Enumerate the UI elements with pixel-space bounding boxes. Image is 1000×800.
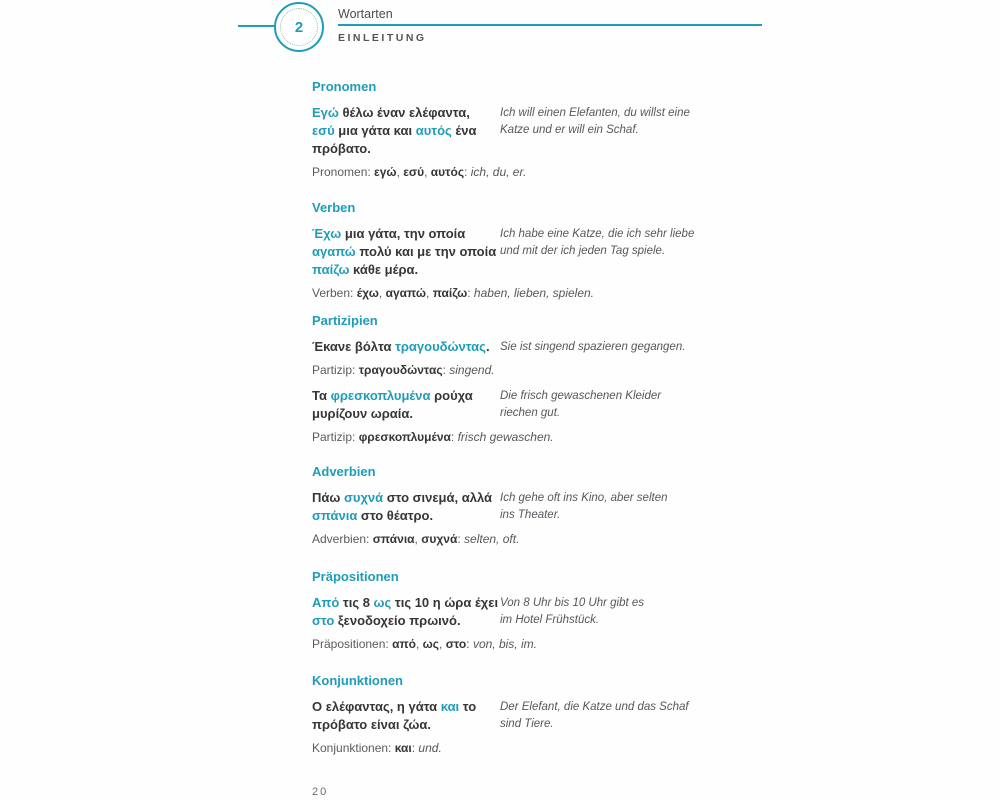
text-segment: πολύ και με την οποία: [355, 244, 497, 259]
greek-line: [312, 140, 500, 158]
text-segment: Konjunktionen:: [312, 741, 395, 755]
text-segment: ,: [378, 286, 386, 300]
text-segment: Präpositionen:: [312, 637, 393, 651]
text-segment: πρόβατο.: [312, 141, 371, 156]
greek-line: [312, 405, 500, 423]
text-segment: μυρίζουν ωραία.: [312, 406, 414, 421]
text-segment: μια γάτα, την οποία: [341, 226, 466, 241]
german-line: riechen gut.: [500, 407, 561, 419]
text-segment: Partizip:: [312, 363, 359, 377]
example-row: [312, 387, 685, 423]
text-segment: και: [394, 741, 412, 755]
text-segment: :: [467, 286, 474, 300]
text-segment: ,: [414, 532, 422, 546]
section-heading: Präpositionen: [312, 569, 399, 584]
grammar-note: [312, 637, 644, 652]
highlighted-word: παίζω: [312, 262, 350, 277]
greek-line: [312, 387, 500, 405]
text-segment: τραγουδώντας: [358, 363, 443, 377]
highlighted-word: αυτός: [415, 123, 452, 138]
highlighted-word: τραγουδώντας: [395, 339, 486, 354]
text-segment: :: [411, 741, 419, 755]
text-segment: haben, lieben, spielen.: [473, 286, 595, 300]
grammar-note: [312, 286, 694, 301]
german-line: Ich will einen Elefanten, du willst eine: [500, 107, 690, 119]
greek-example-text: [312, 104, 500, 158]
chapter-number: 2: [294, 18, 304, 36]
section-heading: Adverbien: [312, 464, 376, 479]
german-line: Der Elefant, die Katze und das Schaf: [500, 701, 689, 713]
grammar-note: [312, 165, 690, 180]
text-segment: αγαπώ: [385, 286, 427, 300]
text-segment: Τα: [312, 388, 331, 403]
greek-example-text: [312, 387, 500, 423]
text-segment: von, bis, im.: [472, 637, 537, 651]
section-praepositionen: [312, 569, 644, 652]
highlighted-word: στο: [312, 613, 335, 628]
grammar-note: [312, 430, 685, 445]
german-line: Ich gehe oft ins Kino, aber selten: [500, 492, 668, 504]
german-translation: [500, 387, 661, 422]
grammar-note: [312, 363, 685, 378]
example-block: [312, 698, 689, 756]
text-segment: κάθε μέρα.: [349, 262, 419, 277]
text-segment: ,: [439, 637, 446, 651]
highlighted-word: Από: [312, 595, 340, 610]
header-left-rule: [238, 25, 275, 27]
german-line: sind Tiere.: [500, 718, 554, 730]
text-segment: ,: [396, 165, 404, 179]
german-line: Sie ist singend spazieren gegangen.: [500, 341, 686, 353]
text-segment: ich, du, er.: [470, 165, 527, 179]
greek-line: [312, 594, 500, 612]
text-segment: Ο ελέφαντας, η γάτα: [312, 699, 441, 714]
text-segment: από: [392, 637, 416, 651]
text-segment: ,: [424, 165, 431, 179]
german-line: Die frisch gewaschenen Kleider: [500, 390, 662, 402]
text-segment: selten, oft.: [464, 532, 520, 546]
example-row: [312, 104, 690, 158]
text-segment: Pronomen:: [312, 165, 375, 179]
highlighted-word: συχνά: [343, 490, 384, 505]
section-konjunktionen: [312, 673, 689, 756]
text-segment: φρεσκοπλυμένα: [358, 430, 451, 444]
section-adverbien: [312, 464, 668, 547]
example-row: [312, 338, 685, 356]
chapter-badge: [274, 2, 324, 52]
chapter-title: Wortarten: [338, 7, 393, 21]
example-block: [312, 594, 644, 652]
page-number: 20: [312, 786, 329, 798]
text-segment: το: [459, 699, 477, 714]
example-block: [312, 489, 668, 547]
text-segment: ,: [426, 286, 433, 300]
german-line: im Hotel Frühstück.: [500, 614, 600, 626]
german-translation: [500, 698, 689, 733]
greek-line: [312, 261, 500, 279]
greek-line: [312, 698, 500, 716]
text-segment: :: [457, 532, 465, 546]
greek-example-text: [312, 489, 500, 525]
german-translation: [500, 225, 694, 260]
text-segment: στο θέατρο.: [357, 508, 434, 523]
grammar-note: [312, 532, 668, 547]
greek-line: [312, 489, 500, 507]
text-segment: έχω: [356, 286, 379, 300]
section-pronomen: [312, 79, 690, 180]
section-heading: Verben: [312, 200, 356, 215]
example-block: [312, 338, 685, 378]
text-segment: μια γάτα και: [334, 123, 416, 138]
text-segment: αυτός: [430, 165, 465, 179]
highlighted-word: σπάνια: [312, 508, 358, 523]
section-heading: Konjunktionen: [312, 673, 403, 688]
text-segment: und.: [418, 741, 442, 755]
text-segment: τις 8: [339, 595, 374, 610]
text-segment: εσύ: [403, 165, 425, 179]
text-segment: θέλω έναν ελέφαντα,: [338, 105, 470, 120]
example-row: [312, 698, 689, 734]
highlighted-word: φρεσκοπλυμένα: [330, 388, 431, 403]
text-segment: frisch gewaschen.: [457, 430, 554, 444]
chapter-subtitle: EINLEITUNG: [338, 32, 427, 44]
text-segment: Adverbien:: [312, 532, 373, 546]
section-heading: Pronomen: [312, 79, 377, 94]
text-segment: Έκανε βόλτα: [312, 339, 396, 354]
example-row: [312, 225, 694, 279]
text-segment: εγώ: [374, 165, 397, 179]
highlighted-word: ως: [373, 595, 392, 610]
greek-line: [312, 507, 500, 525]
example-block: [312, 225, 694, 301]
section-partizipien: [312, 313, 685, 445]
text-segment: singend.: [449, 363, 495, 377]
text-segment: :: [442, 363, 450, 377]
text-segment: ,: [415, 637, 423, 651]
example-block: [312, 104, 690, 180]
highlighted-word: και: [440, 699, 460, 714]
grammar-note: [312, 741, 689, 756]
greek-example-text: [312, 338, 500, 356]
section-heading: Partizipien: [312, 313, 378, 328]
greek-line: [312, 612, 500, 630]
german-line: Katze und er will ein Schaf.: [500, 124, 639, 136]
text-segment: ως: [422, 637, 440, 651]
example-row: [312, 489, 668, 525]
german-line: und mit der ich jeden Tag spiele.: [500, 245, 666, 257]
german-line: ins Theater.: [500, 509, 561, 521]
text-segment: ξενοδοχείο πρωινό.: [334, 613, 461, 628]
greek-example-text: [312, 698, 500, 734]
text-segment: συχνά: [421, 532, 458, 546]
highlighted-word: Έχω: [312, 226, 342, 241]
text-segment: πρόβατο είναι ζώα.: [312, 717, 431, 732]
section-verben: [312, 200, 694, 301]
text-segment: Partizip:: [312, 430, 359, 444]
greek-line: [312, 338, 500, 356]
greek-line: [312, 122, 500, 140]
greek-example-text: [312, 594, 500, 630]
highlighted-word: Εγώ: [312, 105, 339, 120]
greek-line: [312, 104, 500, 122]
text-segment: Verben:: [312, 286, 357, 300]
text-segment: :: [466, 637, 473, 651]
german-translation: [500, 104, 690, 139]
german-line: Von 8 Uhr bis 10 Uhr gibt es: [500, 597, 645, 609]
header-rule: [338, 24, 762, 26]
example-row: [312, 594, 644, 630]
german-translation: [500, 489, 668, 524]
text-segment: Πάω: [312, 490, 344, 505]
text-segment: ρούχα: [430, 388, 473, 403]
german-line: Ich habe eine Katze, die ich sehr liebe: [500, 228, 695, 240]
text-segment: παίζω: [432, 286, 468, 300]
example-block: [312, 387, 685, 445]
text-segment: στο: [445, 637, 467, 651]
text-segment: ένα: [451, 123, 477, 138]
highlighted-word: εσύ: [312, 123, 335, 138]
greek-line: [312, 243, 500, 261]
greek-example-text: [312, 225, 500, 279]
text-segment: στο σινεμά, αλλά: [383, 490, 493, 505]
greek-line: [312, 716, 500, 734]
text-segment: :: [450, 430, 458, 444]
german-translation: [500, 594, 644, 629]
german-translation: [500, 338, 685, 356]
greek-line: [312, 225, 500, 243]
highlighted-word: αγαπώ: [312, 244, 356, 259]
text-segment: :: [464, 165, 471, 179]
text-segment: .: [485, 339, 490, 354]
text-segment: τις 10 η ώρα έχει: [391, 595, 499, 610]
text-segment: σπάνια: [372, 532, 415, 546]
